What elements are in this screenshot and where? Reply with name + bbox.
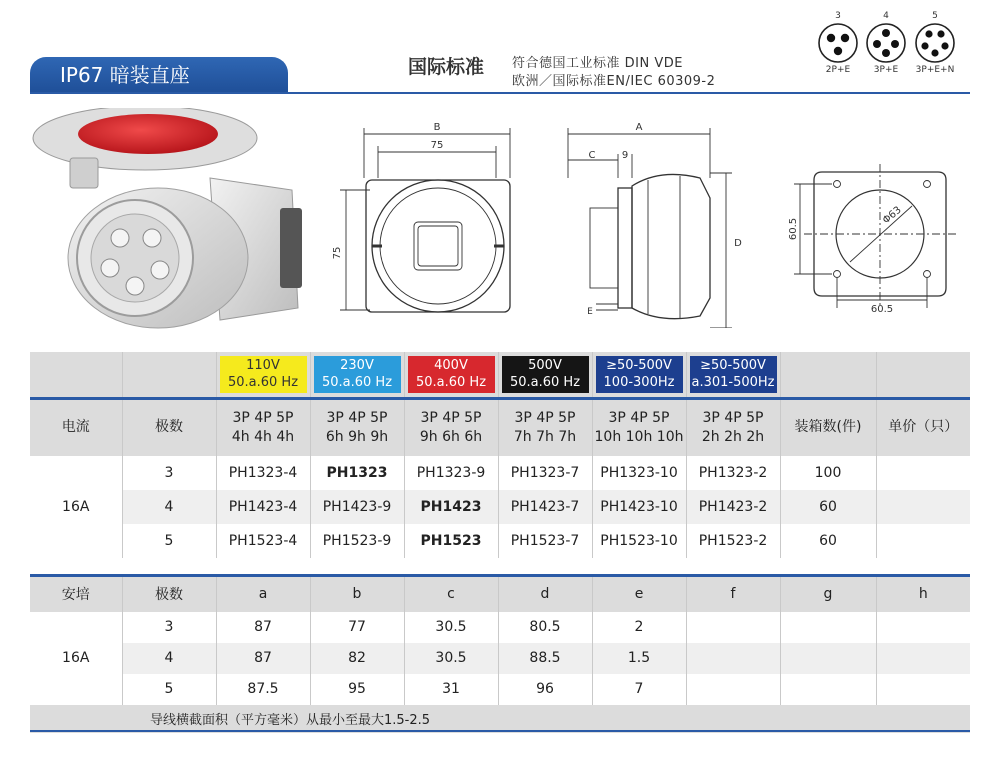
- pin-diagram-4: 4 3P+E: [856, 10, 916, 75]
- pole-head: 3P 4P 5P 6h 9h 9h: [310, 398, 404, 456]
- current-cell: 16A: [30, 456, 122, 558]
- voltage-row: [30, 352, 970, 398]
- footer-row: [30, 705, 970, 733]
- header-box: 装箱数(件): [780, 398, 876, 456]
- svg-text:E: E: [587, 307, 593, 317]
- svg-text:60.5: 60.5: [788, 217, 799, 241]
- pin-4-icon: [865, 22, 907, 64]
- standard-label: 国际标准: [408, 56, 485, 78]
- table-row: 16A 3 PH1323-4 PH1323 PH1323-9 PH1323-7 PH1323-10 PH1323-2 100: [30, 456, 970, 490]
- pole-head: 3P 4P 5P 9h 6h 6h: [404, 398, 498, 456]
- pin-5-icon: [914, 22, 956, 64]
- page-title: IP67 暗装直座: [30, 57, 288, 93]
- standard-line-2: 欧洲／国际标准EN/IEC 60309-2: [512, 74, 716, 89]
- table-row: 5 87.5 95 31 96 7: [30, 674, 970, 705]
- front-view-drawing: [330, 118, 530, 328]
- voltage-110: 110V 50.a.60 Hz: [220, 356, 307, 393]
- table-row: 16A 3 87 77 30.5 80.5 2: [30, 612, 970, 643]
- pole-head: 3P 4P 5P 10h 10h 10h: [592, 398, 686, 456]
- header-price: 单价（只）: [876, 398, 970, 456]
- table-row: 5 PH1523-4 PH1523-9 PH1523 PH1523-7 PH1523-10 PH1523-2 60: [30, 524, 970, 558]
- svg-text:75: 75: [430, 140, 444, 151]
- voltage-hf-1: ≥50-500V 100-300Hz: [596, 356, 683, 393]
- model-table: [30, 352, 970, 558]
- table-header-row: [30, 398, 970, 456]
- svg-text:Φ63: Φ63: [880, 204, 904, 227]
- pin-diagram-3: 3 2P+E: [808, 10, 868, 75]
- svg-text:9: 9: [621, 150, 629, 161]
- voltage-500: 500V 50.a.60 Hz: [502, 356, 589, 393]
- svg-text:D: D: [734, 238, 742, 249]
- header-poles: 极数: [122, 398, 216, 456]
- svg-text:C: C: [588, 150, 596, 161]
- voltage-400: 400V 50.a.60 Hz: [408, 356, 495, 393]
- table-row: 4 PH1423-4 PH1423-9 PH1423 PH1423-7 PH1423-10 PH1423-2 60: [30, 490, 970, 524]
- pole-head: 3P 4P 5P 7h 7h 7h: [498, 398, 592, 456]
- table-row: 4 87 82 30.5 88.5 1.5: [30, 643, 970, 674]
- wire-section-note: 导线横截面积（平方毫米）从最小至最大1.5-2.5: [30, 705, 970, 733]
- svg-text:B: B: [433, 122, 441, 133]
- voltage-230: 230V 50.a.60 Hz: [314, 356, 401, 393]
- header-current: 电流: [30, 398, 122, 456]
- mounting-drawing: [786, 150, 976, 320]
- svg-text:75: 75: [332, 246, 343, 260]
- pin-3-icon: [817, 22, 859, 64]
- side-view-drawing: [560, 118, 760, 328]
- dimension-table: [30, 574, 970, 733]
- voltage-hf-2: ≥50-500V a.301-500Hz: [690, 356, 777, 393]
- title-divider: [30, 92, 970, 94]
- svg-text:60.5: 60.5: [870, 304, 894, 315]
- pole-head: 3P 4P 5P 2h 2h 2h: [686, 398, 780, 456]
- bottom-divider: [30, 730, 970, 732]
- pole-head: 3P 4P 5P 4h 4h 4h: [216, 398, 310, 456]
- product-photo: [30, 108, 310, 338]
- current-cell: 16A: [30, 612, 122, 705]
- svg-text:A: A: [635, 122, 643, 133]
- table-header-row: 安培 极数 a b c d e f g h: [30, 576, 970, 612]
- standard-line-1: 符合德国工业标准 DIN VDE: [512, 56, 683, 71]
- pin-diagram-5: 5 3P+E+N: [915, 11, 955, 75]
